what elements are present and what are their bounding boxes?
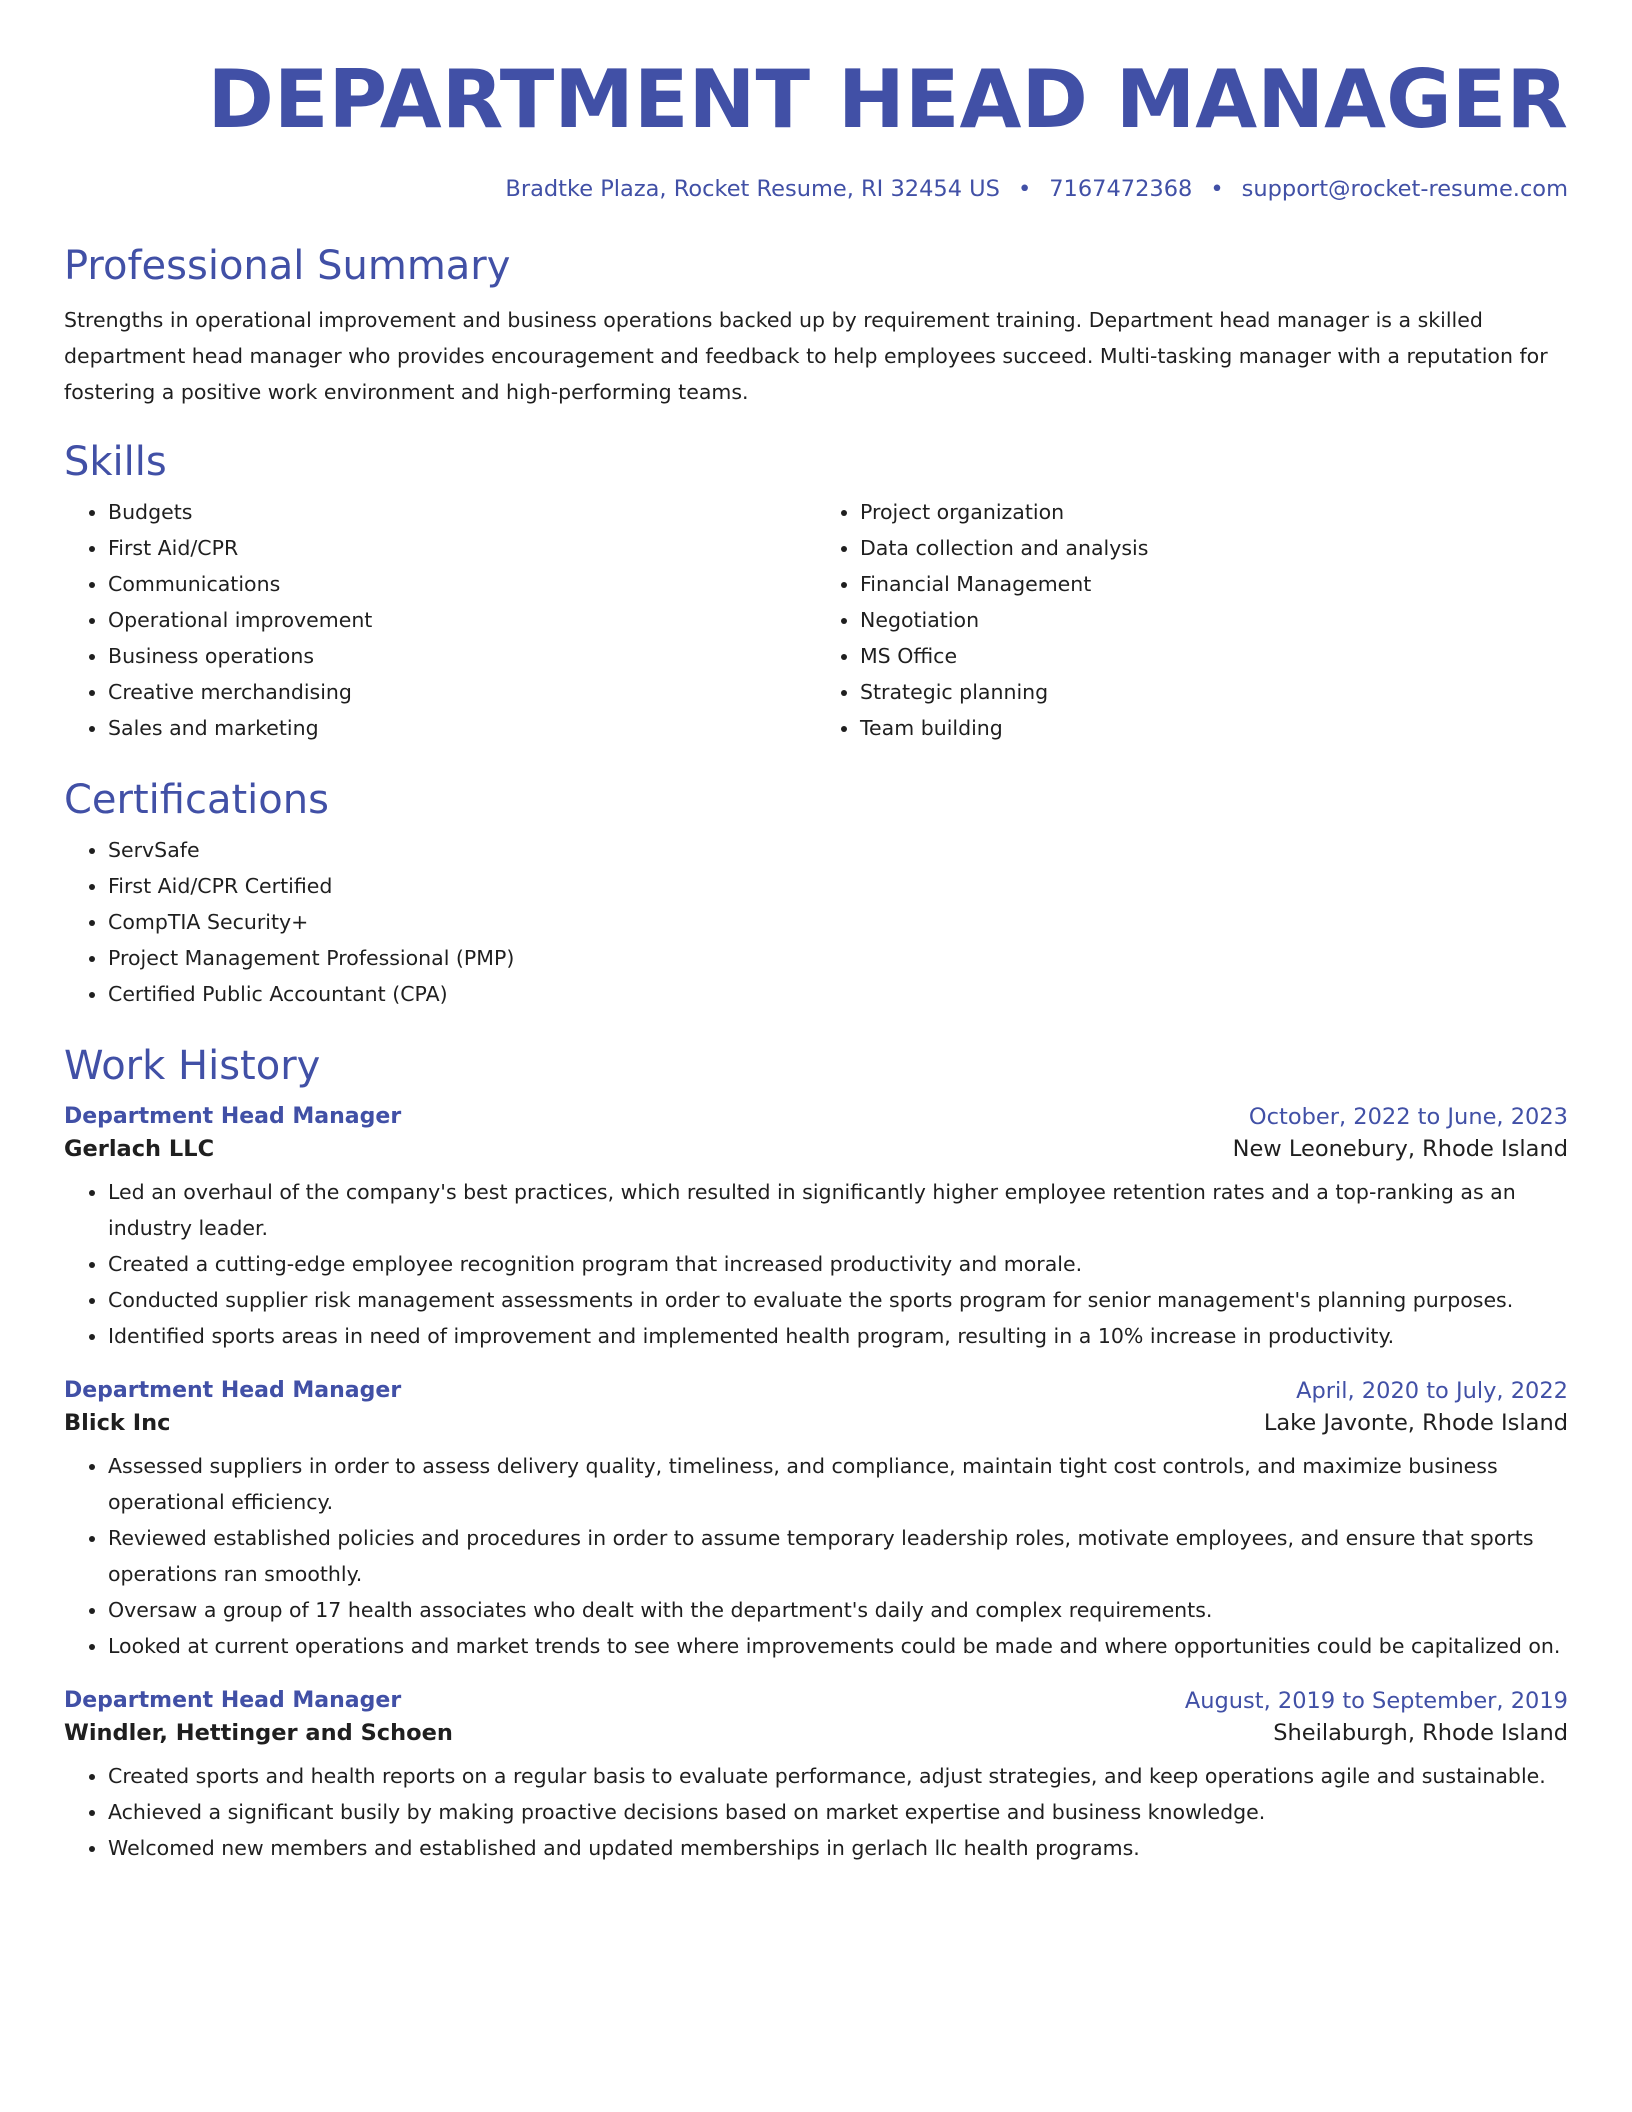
certification-item: • First Aid/CPR Certified xyxy=(108,868,1568,904)
skills-heading: Skills xyxy=(64,439,167,485)
skill-item: • Financial Management xyxy=(860,566,1568,602)
skill-item: • Operational improvement xyxy=(108,602,816,638)
job-bullet: • Created sports and health reports on a regular basis to evaluate performance, adjust strategies, and keep operations agile and sustainable. xyxy=(108,1758,1568,1794)
certification-item: • Certified Public Accountant (CPA) xyxy=(108,976,1568,1012)
job-title-row xyxy=(64,1104,1568,1130)
skill-item: • Strategic planning xyxy=(860,674,1568,710)
contact-separator: • xyxy=(1017,176,1032,202)
certifications-list xyxy=(64,832,1568,1012)
skills-list-left xyxy=(64,494,816,746)
job-dates: April, 2020 to July, 2022 xyxy=(1296,1378,1568,1404)
job-company-row xyxy=(64,1136,1568,1162)
certification-item: • CompTIA Security+ xyxy=(108,904,1568,940)
contact-separator: • xyxy=(1210,176,1224,202)
contact-address: Bradtke Plaza, Rocket Resume, RI 32454 US xyxy=(505,176,1000,202)
job-bullet: • Oversaw a group of 17 health associates who dealt with the department's daily and complex requirements. xyxy=(108,1592,1568,1628)
job-title: Department Head Manager xyxy=(64,1104,402,1129)
job-location: Sheilaburgh, Rhode Island xyxy=(1273,1720,1568,1746)
summary-heading: Professional Summary xyxy=(64,243,511,289)
job-title: Department Head Manager xyxy=(64,1688,402,1713)
contact-email[interactable]: support@rocket-resume.com xyxy=(1241,176,1568,202)
job-bullet: • Assessed suppliers in order to assess delivery quality, timeliness, and compliance, maintain tight cost controls, and maximize business operational efficiency. xyxy=(108,1448,1568,1520)
certifications-heading: Certifications xyxy=(64,777,329,823)
skill-item: • Budgets xyxy=(108,494,816,530)
job-company: Windler, Hettinger and Schoen xyxy=(64,1720,453,1746)
job-bullet: • Welcomed new members and established and updated memberships in gerlach llc health programs. xyxy=(108,1830,1568,1866)
skill-item: • Sales and marketing xyxy=(108,710,816,746)
summary-text: Strengths in operational improvement and business operations backed up by requirement training. Department head manager is a skilled department head manager who provides encouragement and feedback to help employees succeed. Multi-tasking manager with a reputation for fostering a positive work environment and high-performing teams. xyxy=(64,308,1548,404)
certification-item: • ServSafe xyxy=(108,832,1568,868)
job-entry xyxy=(64,1104,1568,1354)
job-bullet: • Achieved a significant busily by making proactive decisions based on market expertise and business knowledge. xyxy=(108,1794,1568,1830)
job-bullet: • Looked at current operations and market trends to see where improvements could be made and where opportunities could be capitalized on. xyxy=(108,1628,1568,1664)
job-location: Lake Javonte, Rhode Island xyxy=(1263,1410,1568,1436)
job-bullet: • Led an overhaul of the company's best practices, which resulted in significantly higher employee retention rates and a top-ranking as an industry leader. xyxy=(108,1174,1568,1246)
skill-item: • Creative merchandising xyxy=(108,674,816,710)
job-title-row xyxy=(64,1688,1568,1714)
skill-item: • MS Office xyxy=(860,638,1568,674)
job-bullets xyxy=(64,1758,1568,1866)
contact-line xyxy=(64,176,1568,202)
work-history-section xyxy=(64,1043,1568,1866)
job-bullet: • Reviewed established policies and procedures in order to assume temporary leadership roles, motivate employees, and ensure that sports operations ran smoothly. xyxy=(108,1520,1568,1592)
work-history-heading: Work History xyxy=(64,1043,321,1089)
skills-grid xyxy=(64,494,1568,746)
job-bullet: • Identified sports areas in need of improvement and implemented health program, resulting in a 10% increase in productivity. xyxy=(108,1318,1568,1354)
resume-page xyxy=(64,0,1568,1866)
certifications-section xyxy=(64,777,1568,1012)
skill-item: • Project organization xyxy=(860,494,1568,530)
skill-item: • Business operations xyxy=(108,638,816,674)
job-bullet: • Conducted supplier risk management assessments in order to evaluate the sports program for senior management's planning purposes. xyxy=(108,1282,1568,1318)
job-location: New Leonebury, Rhode Island xyxy=(1232,1136,1568,1162)
job-dates: August, 2019 to September, 2019 xyxy=(1184,1688,1568,1714)
job-company: Blick Inc xyxy=(64,1410,171,1436)
job-company: Gerlach LLC xyxy=(64,1136,215,1162)
job-title-row xyxy=(64,1378,1568,1404)
skill-item: • Data collection and analysis xyxy=(860,530,1568,566)
job-bullets xyxy=(64,1448,1568,1664)
skills-section xyxy=(64,439,1568,746)
certification-item: • Project Management Professional (PMP) xyxy=(108,940,1568,976)
job-company-row xyxy=(64,1410,1568,1436)
summary-section xyxy=(64,243,1568,410)
job-entry xyxy=(64,1688,1568,1866)
job-entry xyxy=(64,1378,1568,1664)
job-dates: October, 2022 to June, 2023 xyxy=(1248,1104,1568,1130)
job-bullet: • Created a cutting-edge employee recognition program that increased productivity and morale. xyxy=(108,1246,1568,1282)
job-bullets xyxy=(64,1174,1568,1354)
contact-phone: 7167472368 xyxy=(1049,176,1193,202)
job-title: Department Head Manager xyxy=(64,1378,402,1403)
job-company-row xyxy=(64,1720,1568,1746)
resume-name: DEPARTMENT HEAD MANAGER xyxy=(207,53,1568,146)
skills-list-right xyxy=(816,494,1568,746)
skill-item: • Team building xyxy=(860,710,1568,746)
skill-item: • First Aid/CPR xyxy=(108,530,816,566)
skill-item: • Negotiation xyxy=(860,602,1568,638)
skill-item: • Communications xyxy=(108,566,816,602)
